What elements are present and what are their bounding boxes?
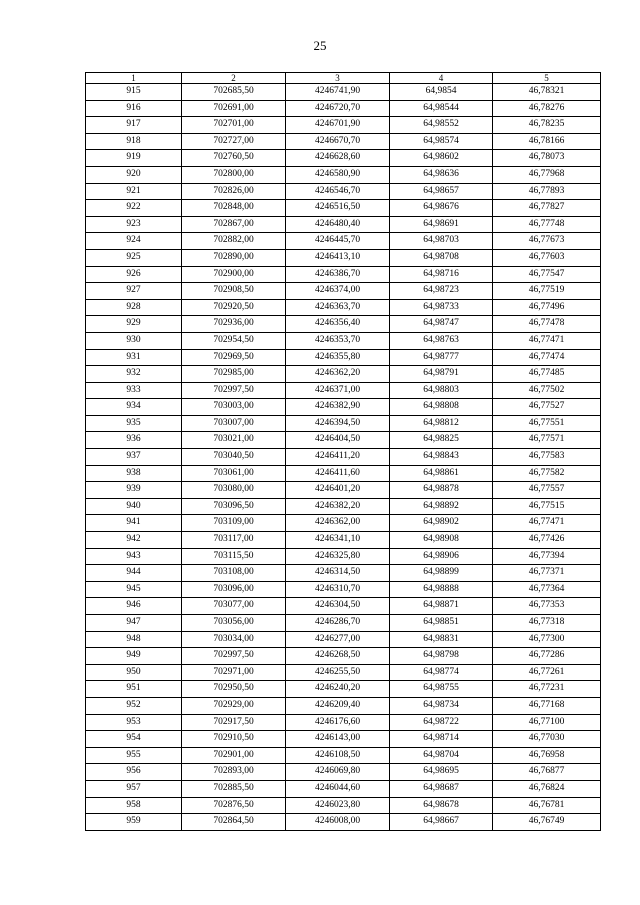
longitude-cell: 64,98831 (390, 631, 493, 648)
latitude-cell: 46,77547 (493, 266, 601, 283)
y-coordinate-cell: 4246628,60 (286, 150, 390, 167)
y-coordinate-cell: 4246546,70 (286, 183, 390, 200)
y-coordinate-cell: 4246516,50 (286, 200, 390, 217)
point-number-cell: 938 (86, 465, 182, 482)
x-coordinate-cell: 702954,50 (182, 332, 286, 349)
table-row (86, 84, 601, 101)
x-coordinate-cell: 702876,50 (182, 797, 286, 814)
point-number-cell: 944 (86, 565, 182, 582)
x-coordinate-cell: 703080,00 (182, 482, 286, 499)
latitude-cell: 46,78166 (493, 133, 601, 150)
x-coordinate-cell: 702997,50 (182, 648, 286, 665)
longitude-cell: 64,98888 (390, 581, 493, 598)
point-number-cell: 957 (86, 780, 182, 797)
point-number-cell: 927 (86, 283, 182, 300)
x-coordinate-cell: 702936,00 (182, 316, 286, 333)
column-header-3: 3 (286, 73, 390, 84)
x-coordinate-cell: 702864,50 (182, 814, 286, 831)
longitude-cell: 64,98902 (390, 515, 493, 532)
point-number-cell: 937 (86, 449, 182, 466)
latitude-cell: 46,77551 (493, 415, 601, 432)
longitude-cell: 64,98733 (390, 299, 493, 316)
table-row (86, 399, 601, 416)
longitude-cell: 64,98791 (390, 366, 493, 383)
x-coordinate-cell: 702997,50 (182, 382, 286, 399)
table-row (86, 366, 601, 383)
table-row (86, 283, 601, 300)
x-coordinate-cell: 702890,00 (182, 249, 286, 266)
latitude-cell: 46,77474 (493, 349, 601, 366)
table-row (86, 465, 601, 482)
x-coordinate-cell: 702910,50 (182, 731, 286, 748)
y-coordinate-cell: 4246209,40 (286, 697, 390, 714)
table-row (86, 681, 601, 698)
y-coordinate-cell: 4246355,80 (286, 349, 390, 366)
x-coordinate-cell: 703117,00 (182, 532, 286, 549)
latitude-cell: 46,77515 (493, 498, 601, 515)
latitude-cell: 46,77748 (493, 216, 601, 233)
latitude-cell: 46,77030 (493, 731, 601, 748)
table-row (86, 249, 601, 266)
x-coordinate-cell: 702727,00 (182, 133, 286, 150)
longitude-cell: 64,98878 (390, 482, 493, 499)
point-number-cell: 921 (86, 183, 182, 200)
longitude-cell: 64,98755 (390, 681, 493, 698)
x-coordinate-cell: 702701,00 (182, 117, 286, 134)
point-number-cell: 956 (86, 764, 182, 781)
point-number-cell: 932 (86, 366, 182, 383)
x-coordinate-cell: 702929,00 (182, 697, 286, 714)
y-coordinate-cell: 4246413,10 (286, 249, 390, 266)
x-coordinate-cell: 702685,50 (182, 84, 286, 101)
longitude-cell: 64,98695 (390, 764, 493, 781)
longitude-cell: 64,98871 (390, 598, 493, 615)
latitude-cell: 46,77231 (493, 681, 601, 698)
latitude-cell: 46,77673 (493, 233, 601, 250)
point-number-cell: 915 (86, 84, 182, 101)
x-coordinate-cell: 702901,00 (182, 747, 286, 764)
latitude-cell: 46,77394 (493, 548, 601, 565)
latitude-cell: 46,76877 (493, 764, 601, 781)
latitude-cell: 46,78235 (493, 117, 601, 134)
point-number-cell: 919 (86, 150, 182, 167)
table-row (86, 415, 601, 432)
latitude-cell: 46,77968 (493, 166, 601, 183)
latitude-cell: 46,77571 (493, 432, 601, 449)
table-row (86, 133, 601, 150)
table-row (86, 349, 601, 366)
y-coordinate-cell: 4246401,20 (286, 482, 390, 499)
table-row (86, 548, 601, 565)
point-number-cell: 936 (86, 432, 182, 449)
y-coordinate-cell: 4246580,90 (286, 166, 390, 183)
latitude-cell: 46,77502 (493, 382, 601, 399)
y-coordinate-cell: 4246670,70 (286, 133, 390, 150)
longitude-cell: 64,98636 (390, 166, 493, 183)
table-row (86, 100, 601, 117)
latitude-cell: 46,77471 (493, 515, 601, 532)
longitude-cell: 64,98808 (390, 399, 493, 416)
table-row (86, 780, 601, 797)
table-row (86, 482, 601, 499)
y-coordinate-cell: 4246255,50 (286, 664, 390, 681)
longitude-cell: 64,98667 (390, 814, 493, 831)
y-coordinate-cell: 4246069,80 (286, 764, 390, 781)
table-row (86, 299, 601, 316)
point-number-cell: 950 (86, 664, 182, 681)
point-number-cell: 922 (86, 200, 182, 217)
longitude-cell: 64,98747 (390, 316, 493, 333)
column-header-1: 1 (86, 73, 182, 84)
point-number-cell: 955 (86, 747, 182, 764)
longitude-cell: 64,98703 (390, 233, 493, 250)
latitude-cell: 46,77603 (493, 249, 601, 266)
latitude-cell: 46,77318 (493, 615, 601, 632)
y-coordinate-cell: 4246286,70 (286, 615, 390, 632)
x-coordinate-cell: 703096,50 (182, 498, 286, 515)
y-coordinate-cell: 4246310,70 (286, 581, 390, 598)
longitude-cell: 64,98798 (390, 648, 493, 665)
page-number: 25 (313, 38, 327, 53)
y-coordinate-cell: 4246304,50 (286, 598, 390, 615)
point-number-cell: 924 (86, 233, 182, 250)
latitude-cell: 46,77582 (493, 465, 601, 482)
latitude-cell: 46,77478 (493, 316, 601, 333)
longitude-cell: 64,98777 (390, 349, 493, 366)
y-coordinate-cell: 4246268,50 (286, 648, 390, 665)
latitude-cell: 46,77519 (493, 283, 601, 300)
longitude-cell: 64,98825 (390, 432, 493, 449)
longitude-cell: 64,98722 (390, 714, 493, 731)
y-coordinate-cell: 4246741,90 (286, 84, 390, 101)
x-coordinate-cell: 702950,50 (182, 681, 286, 698)
longitude-cell: 64,98899 (390, 565, 493, 582)
y-coordinate-cell: 4246240,20 (286, 681, 390, 698)
longitude-cell: 64,98861 (390, 465, 493, 482)
point-number-cell: 940 (86, 498, 182, 515)
longitude-cell: 64,98574 (390, 133, 493, 150)
table-row (86, 166, 601, 183)
point-number-cell: 953 (86, 714, 182, 731)
latitude-cell: 46,77527 (493, 399, 601, 416)
table-row (86, 266, 601, 283)
table-row (86, 316, 601, 333)
y-coordinate-cell: 4246371,00 (286, 382, 390, 399)
point-number-cell: 920 (86, 166, 182, 183)
point-number-cell: 949 (86, 648, 182, 665)
x-coordinate-cell: 702900,00 (182, 266, 286, 283)
latitude-cell: 46,78321 (493, 84, 601, 101)
x-coordinate-cell: 702691,00 (182, 100, 286, 117)
x-coordinate-cell: 702971,00 (182, 664, 286, 681)
latitude-cell: 46,77893 (493, 183, 601, 200)
x-coordinate-cell: 702985,00 (182, 366, 286, 383)
longitude-cell: 64,98678 (390, 797, 493, 814)
y-coordinate-cell: 4246277,00 (286, 631, 390, 648)
table-row (86, 515, 601, 532)
x-coordinate-cell: 703003,00 (182, 399, 286, 416)
y-coordinate-cell: 4246176,60 (286, 714, 390, 731)
y-coordinate-cell: 4246362,00 (286, 515, 390, 532)
y-coordinate-cell: 4246480,40 (286, 216, 390, 233)
point-number-cell: 934 (86, 399, 182, 416)
point-number-cell: 951 (86, 681, 182, 698)
latitude-cell: 46,78276 (493, 100, 601, 117)
y-coordinate-cell: 4246325,80 (286, 548, 390, 565)
point-number-cell: 947 (86, 615, 182, 632)
table-row (86, 532, 601, 549)
x-coordinate-cell: 702848,00 (182, 200, 286, 217)
point-number-cell: 942 (86, 532, 182, 549)
table-row (86, 565, 601, 582)
longitude-cell: 64,98602 (390, 150, 493, 167)
longitude-cell: 64,98843 (390, 449, 493, 466)
latitude-cell: 46,77353 (493, 598, 601, 615)
x-coordinate-cell: 703040,50 (182, 449, 286, 466)
latitude-cell: 46,77827 (493, 200, 601, 217)
table-row (86, 731, 601, 748)
latitude-cell: 46,76958 (493, 747, 601, 764)
latitude-cell: 46,77364 (493, 581, 601, 598)
longitude-cell: 64,98723 (390, 283, 493, 300)
latitude-cell: 46,77300 (493, 631, 601, 648)
x-coordinate-cell: 703108,00 (182, 565, 286, 582)
table-row (86, 498, 601, 515)
latitude-cell: 46,77168 (493, 697, 601, 714)
y-coordinate-cell: 4246353,70 (286, 332, 390, 349)
longitude-cell: 64,98691 (390, 216, 493, 233)
point-number-cell: 941 (86, 515, 182, 532)
column-header-4: 4 (390, 73, 493, 84)
column-header-5: 5 (493, 73, 601, 84)
latitude-cell: 46,77426 (493, 532, 601, 549)
y-coordinate-cell: 4246386,70 (286, 266, 390, 283)
longitude-cell: 64,98774 (390, 664, 493, 681)
point-number-cell: 946 (86, 598, 182, 615)
column-header-2: 2 (182, 73, 286, 84)
latitude-cell: 46,77471 (493, 332, 601, 349)
longitude-cell: 64,98657 (390, 183, 493, 200)
y-coordinate-cell: 4246008,00 (286, 814, 390, 831)
table-row (86, 764, 601, 781)
longitude-cell: 64,98734 (390, 697, 493, 714)
y-coordinate-cell: 4246362,20 (286, 366, 390, 383)
y-coordinate-cell: 4246341,10 (286, 532, 390, 549)
x-coordinate-cell: 702800,00 (182, 166, 286, 183)
latitude-cell: 46,77100 (493, 714, 601, 731)
x-coordinate-cell: 702760,50 (182, 150, 286, 167)
x-coordinate-cell: 703077,00 (182, 598, 286, 615)
y-coordinate-cell: 4246404,50 (286, 432, 390, 449)
y-coordinate-cell: 4246382,20 (286, 498, 390, 515)
table-row (86, 216, 601, 233)
x-coordinate-cell: 703034,00 (182, 631, 286, 648)
y-coordinate-cell: 4246314,50 (286, 565, 390, 582)
x-coordinate-cell: 702882,00 (182, 233, 286, 250)
longitude-cell: 64,98763 (390, 332, 493, 349)
longitude-cell: 64,98687 (390, 780, 493, 797)
x-coordinate-cell: 702920,50 (182, 299, 286, 316)
x-coordinate-cell: 703056,00 (182, 615, 286, 632)
latitude-cell: 46,77557 (493, 482, 601, 499)
x-coordinate-cell: 703021,00 (182, 432, 286, 449)
point-number-cell: 945 (86, 581, 182, 598)
longitude-cell: 64,98552 (390, 117, 493, 134)
y-coordinate-cell: 4246394,50 (286, 415, 390, 432)
latitude-cell: 46,77485 (493, 366, 601, 383)
y-coordinate-cell: 4246356,40 (286, 316, 390, 333)
longitude-cell: 64,98716 (390, 266, 493, 283)
table-row (86, 432, 601, 449)
y-coordinate-cell: 4246363,70 (286, 299, 390, 316)
table-row (86, 714, 601, 731)
longitude-cell: 64,98676 (390, 200, 493, 217)
y-coordinate-cell: 4246374,00 (286, 283, 390, 300)
x-coordinate-cell: 702917,50 (182, 714, 286, 731)
table-row (86, 150, 601, 167)
x-coordinate-cell: 702826,00 (182, 183, 286, 200)
y-coordinate-cell: 4246411,60 (286, 465, 390, 482)
table-header-row (86, 73, 601, 84)
table-row (86, 615, 601, 632)
point-number-cell: 926 (86, 266, 182, 283)
longitude-cell: 64,98803 (390, 382, 493, 399)
point-number-cell: 952 (86, 697, 182, 714)
latitude-cell: 46,77286 (493, 648, 601, 665)
x-coordinate-cell: 702885,50 (182, 780, 286, 797)
longitude-cell: 64,98708 (390, 249, 493, 266)
x-coordinate-cell: 702893,00 (182, 764, 286, 781)
point-number-cell: 939 (86, 482, 182, 499)
y-coordinate-cell: 4246023,80 (286, 797, 390, 814)
table-row (86, 598, 601, 615)
x-coordinate-cell: 703096,00 (182, 581, 286, 598)
x-coordinate-cell: 702908,50 (182, 283, 286, 300)
latitude-cell: 46,76824 (493, 780, 601, 797)
table-row (86, 797, 601, 814)
table-row (86, 183, 601, 200)
y-coordinate-cell: 4246044,60 (286, 780, 390, 797)
table-row (86, 382, 601, 399)
point-number-cell: 935 (86, 415, 182, 432)
y-coordinate-cell: 4246445,70 (286, 233, 390, 250)
point-number-cell: 954 (86, 731, 182, 748)
x-coordinate-cell: 702969,50 (182, 349, 286, 366)
y-coordinate-cell: 4246411,20 (286, 449, 390, 466)
point-number-cell: 917 (86, 117, 182, 134)
table-row (86, 200, 601, 217)
table-row (86, 233, 601, 250)
table-row (86, 648, 601, 665)
x-coordinate-cell: 703007,00 (182, 415, 286, 432)
table-row (86, 697, 601, 714)
longitude-cell: 64,9854 (390, 84, 493, 101)
table-row (86, 117, 601, 134)
longitude-cell: 64,98544 (390, 100, 493, 117)
longitude-cell: 64,98908 (390, 532, 493, 549)
latitude-cell: 46,77496 (493, 299, 601, 316)
longitude-cell: 64,98851 (390, 615, 493, 632)
y-coordinate-cell: 4246701,90 (286, 117, 390, 134)
table-row (86, 747, 601, 764)
point-number-cell: 928 (86, 299, 182, 316)
table-row (86, 664, 601, 681)
point-number-cell: 943 (86, 548, 182, 565)
table-row (86, 814, 601, 831)
point-number-cell: 916 (86, 100, 182, 117)
x-coordinate-cell: 703109,00 (182, 515, 286, 532)
point-number-cell: 925 (86, 249, 182, 266)
coordinates-table (85, 72, 601, 831)
x-coordinate-cell: 702867,00 (182, 216, 286, 233)
point-number-cell: 933 (86, 382, 182, 399)
latitude-cell: 46,77261 (493, 664, 601, 681)
y-coordinate-cell: 4246143,00 (286, 731, 390, 748)
latitude-cell: 46,76749 (493, 814, 601, 831)
latitude-cell: 46,76781 (493, 797, 601, 814)
point-number-cell: 929 (86, 316, 182, 333)
latitude-cell: 46,78073 (493, 150, 601, 167)
point-number-cell: 959 (86, 814, 182, 831)
longitude-cell: 64,98812 (390, 415, 493, 432)
point-number-cell: 923 (86, 216, 182, 233)
longitude-cell: 64,98704 (390, 747, 493, 764)
longitude-cell: 64,98906 (390, 548, 493, 565)
longitude-cell: 64,98714 (390, 731, 493, 748)
table-row (86, 631, 601, 648)
table-row (86, 332, 601, 349)
longitude-cell: 64,98892 (390, 498, 493, 515)
y-coordinate-cell: 4246108,50 (286, 747, 390, 764)
x-coordinate-cell: 703115,50 (182, 548, 286, 565)
y-coordinate-cell: 4246382,90 (286, 399, 390, 416)
latitude-cell: 46,77583 (493, 449, 601, 466)
point-number-cell: 918 (86, 133, 182, 150)
point-number-cell: 931 (86, 349, 182, 366)
point-number-cell: 948 (86, 631, 182, 648)
table-row (86, 449, 601, 466)
point-number-cell: 930 (86, 332, 182, 349)
x-coordinate-cell: 703061,00 (182, 465, 286, 482)
table-row (86, 581, 601, 598)
latitude-cell: 46,77371 (493, 565, 601, 582)
table-body (86, 84, 601, 831)
point-number-cell: 958 (86, 797, 182, 814)
y-coordinate-cell: 4246720,70 (286, 100, 390, 117)
